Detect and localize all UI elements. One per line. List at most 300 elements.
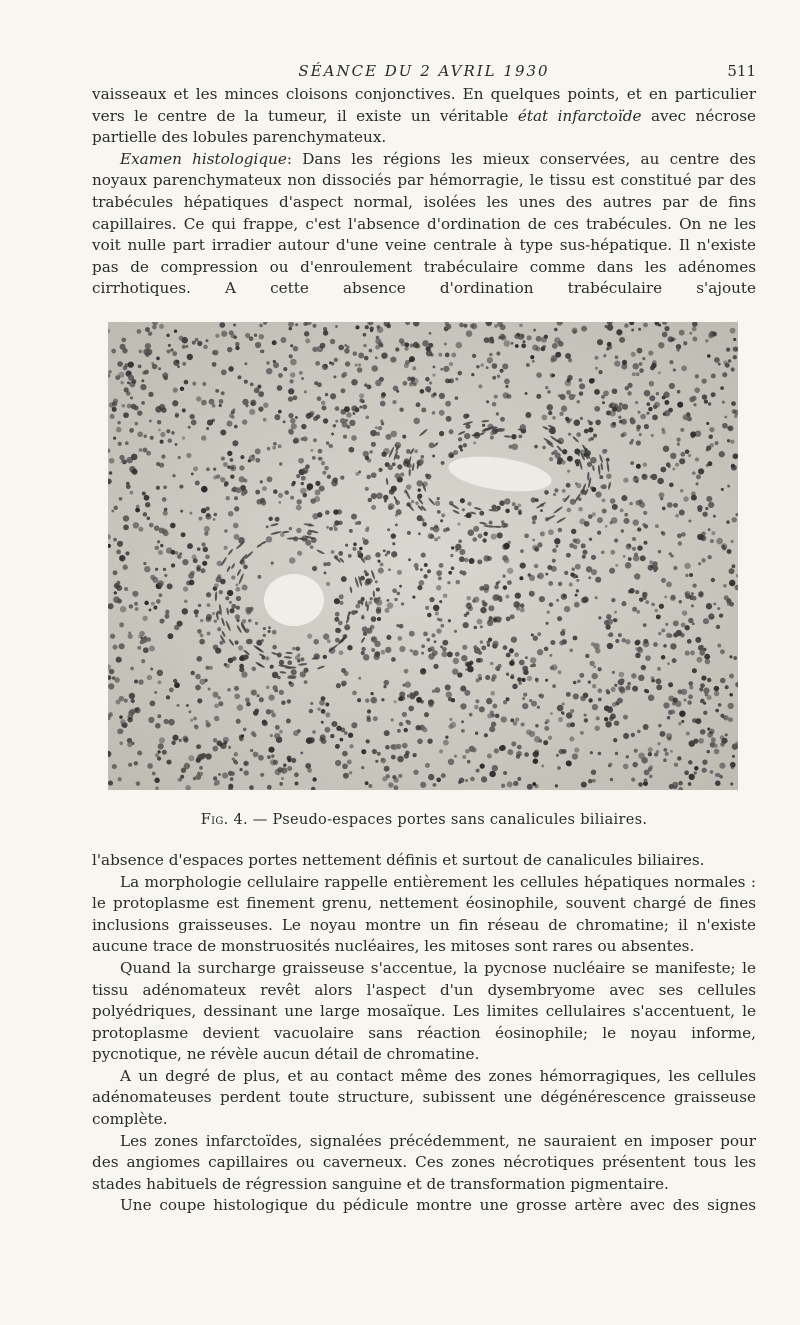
cell-nucleus	[312, 777, 316, 781]
cell-nucleus	[293, 346, 299, 352]
cell-nucleus	[138, 679, 143, 684]
cell-nucleus	[137, 410, 142, 415]
cell-nucleus	[420, 389, 425, 394]
cell-nucleus	[317, 396, 322, 401]
cell-nucleus	[338, 345, 344, 351]
cell-nucleus	[234, 496, 238, 500]
cell-nucleus	[661, 655, 666, 660]
cell-nucleus	[167, 349, 171, 353]
cell-nucleus	[171, 741, 175, 745]
cell-nucleus	[349, 771, 352, 774]
cell-nucleus	[408, 706, 414, 712]
cell-nucleus	[649, 381, 654, 386]
cell-nucleus	[530, 664, 533, 667]
cell-nucleus	[233, 323, 236, 326]
cell-nucleus	[551, 452, 554, 455]
cell-nucleus	[544, 726, 549, 731]
cell-nucleus	[579, 391, 583, 395]
cell-nucleus	[534, 547, 539, 552]
cell-nucleus	[706, 445, 711, 450]
cell-nucleus	[380, 562, 384, 566]
cell-nucleus	[206, 467, 210, 471]
cell-nucleus	[551, 566, 557, 572]
cell-nucleus	[168, 438, 173, 443]
cell-nucleus	[631, 733, 635, 737]
cell-nucleus	[287, 699, 291, 703]
cell-nucleus	[445, 735, 448, 738]
cell-nucleus	[679, 509, 685, 515]
cell-nucleus	[685, 625, 690, 630]
cell-nucleus	[595, 367, 598, 370]
cell-nucleus	[434, 640, 437, 643]
cell-nucleus	[369, 349, 373, 353]
cell-nucleus	[167, 633, 173, 639]
cell-nucleus	[544, 647, 549, 652]
cell-nucleus	[219, 404, 222, 407]
cell-nucleus	[123, 515, 129, 521]
cell-nucleus	[473, 596, 479, 602]
cell-nucleus	[733, 656, 737, 660]
cell-nucleus	[351, 405, 357, 411]
cell-nucleus	[622, 360, 627, 365]
cell-nucleus	[452, 668, 458, 674]
cell-nucleus	[723, 584, 727, 588]
cell-nucleus	[133, 522, 139, 528]
cell-nucleus	[228, 366, 233, 371]
cell-nucleus	[345, 419, 348, 422]
cell-nucleus	[157, 540, 160, 543]
cell-nucleus	[401, 602, 404, 605]
cell-nucleus	[390, 356, 396, 362]
cell-nucleus	[244, 380, 248, 384]
cell-nucleus	[421, 455, 425, 459]
cell-nucleus	[620, 508, 624, 512]
cell-nucleus	[463, 443, 467, 447]
cell-nucleus	[606, 458, 610, 462]
cell-nucleus	[720, 714, 724, 718]
cell-nucleus	[195, 614, 198, 617]
cell-nucleus	[489, 771, 496, 778]
cell-nucleus	[347, 425, 351, 429]
cell-nucleus	[201, 486, 208, 493]
cell-nucleus	[544, 490, 549, 495]
cell-nucleus	[190, 719, 193, 722]
cell-nucleus	[109, 669, 114, 674]
cell-nucleus	[676, 437, 680, 441]
cell-nucleus	[221, 331, 227, 337]
cell-nucleus	[487, 644, 490, 647]
cell-nucleus	[672, 658, 677, 663]
cell-nucleus	[526, 335, 531, 340]
cell-nucleus	[416, 402, 421, 407]
cell-nucleus	[234, 534, 240, 540]
cell-nucleus	[120, 606, 126, 612]
cell-nucleus	[679, 458, 685, 464]
cell-nucleus	[361, 647, 365, 651]
cell-nucleus	[364, 383, 367, 386]
cell-nucleus	[331, 550, 335, 554]
cell-nucleus	[490, 431, 494, 435]
cell-nucleus	[674, 763, 678, 767]
cell-nucleus	[214, 716, 220, 722]
cell-nucleus	[359, 406, 362, 409]
cell-nucleus	[205, 753, 211, 759]
cell-nucleus	[573, 681, 577, 685]
cell-nucleus	[355, 364, 358, 367]
cell-nucleus	[659, 492, 665, 498]
cell-nucleus	[173, 387, 178, 392]
cell-nucleus	[147, 675, 152, 680]
cell-nucleus	[165, 613, 170, 618]
cell-nucleus	[519, 660, 525, 666]
cell-nucleus	[409, 382, 414, 387]
paragraph: Quand la surcharge graisseuse s'accentue, la pycnose nucléaire se manifeste; le tissu adénomateux revêt alors l'aspect d'un dysembryome avec ses cellules polyédriques, dessinant une large mosaïque. Les limites cellulaires s'accentuent, le protoplasme devient vacuolaire sans réaction éosinophile; le noyau informe, pycnotique, ne révèle aucun détail de chromatine.	[92, 958, 756, 1064]
cell-nucleus	[387, 602, 394, 609]
cell-nucleus	[547, 390, 550, 393]
cell-nucleus	[641, 757, 648, 764]
cell-nucleus	[678, 541, 682, 545]
cell-nucleus	[632, 537, 636, 541]
cell-nucleus	[353, 542, 357, 546]
cell-nucleus	[438, 576, 442, 580]
cell-nucleus	[228, 784, 233, 789]
cell-nucleus	[163, 568, 166, 571]
cell-nucleus	[478, 658, 483, 663]
cell-nucleus	[540, 531, 545, 536]
cell-nucleus	[423, 574, 427, 578]
cell-nucleus	[388, 782, 393, 787]
cell-nucleus	[646, 402, 650, 406]
cell-nucleus	[693, 403, 696, 406]
cell-nucleus	[486, 400, 489, 403]
cell-nucleus	[678, 722, 682, 726]
cell-nucleus	[288, 413, 293, 418]
cell-nucleus	[404, 669, 409, 674]
cell-nucleus	[114, 506, 118, 510]
cell-nucleus	[223, 737, 229, 743]
cell-nucleus	[371, 505, 376, 510]
cell-nucleus	[477, 619, 483, 625]
cell-nucleus	[120, 719, 125, 724]
cell-nucleus	[135, 508, 140, 513]
cell-nucleus	[554, 328, 558, 332]
cell-nucleus	[485, 675, 490, 680]
cell-nucleus	[138, 527, 143, 532]
cell-nucleus	[619, 420, 623, 424]
cell-nucleus	[469, 713, 473, 717]
cell-nucleus	[597, 517, 603, 523]
cell-nucleus	[437, 510, 441, 514]
cell-nucleus	[112, 764, 117, 769]
cell-nucleus	[392, 588, 397, 593]
cell-nucleus	[322, 471, 326, 475]
cell-nucleus	[215, 334, 219, 338]
cell-nucleus	[333, 375, 336, 378]
cell-nucleus	[537, 575, 540, 578]
cell-nucleus	[312, 324, 316, 328]
cell-nucleus	[491, 721, 496, 726]
cell-nucleus	[396, 624, 399, 627]
cell-nucleus	[432, 411, 436, 415]
cell-nucleus	[603, 390, 609, 396]
cell-nucleus	[439, 353, 443, 357]
cell-nucleus	[344, 671, 349, 676]
cell-nucleus	[296, 474, 300, 478]
cell-nucleus	[189, 512, 192, 515]
cell-nucleus	[166, 695, 170, 699]
cell-nucleus	[507, 568, 513, 574]
cell-nucleus	[325, 702, 329, 706]
cell-nucleus	[480, 607, 486, 613]
cell-nucleus	[644, 424, 649, 429]
cell-nucleus	[191, 419, 197, 425]
cell-nucleus	[271, 754, 274, 757]
cell-nucleus	[584, 521, 590, 527]
cell-nucleus	[443, 593, 447, 597]
cell-nucleus	[253, 710, 258, 715]
cell-nucleus	[555, 352, 561, 358]
cell-nucleus	[157, 756, 161, 760]
cell-nucleus	[494, 324, 498, 328]
cell-nucleus	[523, 692, 527, 696]
cell-nucleus	[235, 614, 240, 619]
cell-nucleus	[398, 774, 402, 778]
cell-nucleus	[554, 337, 560, 343]
cell-nucleus	[342, 751, 348, 757]
cell-nucleus	[372, 749, 377, 754]
cell-nucleus	[636, 464, 641, 469]
cell-nucleus	[688, 760, 692, 764]
cell-nucleus	[429, 381, 432, 384]
cell-nucleus	[549, 602, 553, 606]
cell-nucleus	[302, 467, 308, 473]
cell-nucleus	[227, 347, 232, 352]
cell-nucleus	[206, 427, 209, 430]
cell-nucleus	[416, 480, 422, 486]
cell-nucleus	[653, 566, 658, 571]
cell-nucleus	[193, 466, 198, 471]
cell-nucleus	[201, 435, 206, 440]
cell-nucleus	[295, 781, 299, 785]
cell-nucleus	[550, 666, 554, 670]
cell-nucleus	[561, 593, 567, 599]
cell-nucleus	[446, 527, 450, 531]
cell-nucleus	[275, 517, 280, 522]
cell-nucleus	[684, 770, 689, 775]
cell-nucleus	[296, 646, 301, 651]
cell-nucleus	[175, 414, 179, 418]
cell-nucleus	[490, 435, 494, 439]
cell-nucleus	[112, 407, 117, 412]
cell-nucleus	[429, 332, 432, 335]
cell-nucleus	[361, 749, 366, 754]
cell-nucleus	[182, 345, 186, 349]
cell-nucleus	[278, 373, 283, 378]
cell-nucleus	[576, 432, 581, 437]
cell-nucleus	[385, 553, 388, 556]
cell-nucleus	[148, 392, 153, 397]
cell-nucleus	[533, 329, 536, 332]
cell-nucleus	[598, 370, 602, 374]
cell-nucleus	[128, 634, 133, 639]
cell-nucleus	[503, 771, 507, 775]
cell-nucleus	[123, 564, 128, 569]
cell-nucleus	[382, 776, 387, 781]
cell-nucleus	[358, 677, 361, 680]
cell-nucleus	[550, 640, 555, 645]
cell-nucleus	[480, 763, 485, 768]
cell-nucleus	[550, 712, 553, 715]
cell-nucleus	[718, 703, 722, 707]
cell-nucleus	[242, 419, 247, 424]
cell-nucleus	[157, 420, 162, 425]
cell-nucleus	[526, 363, 530, 367]
cell-nucleus	[306, 413, 312, 419]
cell-nucleus	[327, 562, 331, 566]
cell-nucleus	[639, 362, 643, 366]
cell-nucleus	[612, 702, 617, 707]
cell-nucleus	[341, 576, 347, 582]
cell-nucleus	[495, 666, 500, 671]
cell-nucleus	[559, 412, 563, 416]
cell-nucleus	[574, 419, 581, 426]
cell-nucleus	[232, 656, 236, 660]
cell-nucleus	[667, 662, 670, 665]
cell-nucleus	[358, 363, 361, 366]
cell-nucleus	[219, 322, 225, 328]
cell-nucleus	[453, 450, 458, 455]
cell-nucleus	[224, 481, 229, 486]
cell-nucleus	[129, 693, 135, 699]
cell-nucleus	[571, 567, 574, 570]
cell-nucleus	[312, 347, 317, 352]
cell-nucleus	[720, 386, 724, 390]
cell-nucleus	[710, 770, 714, 774]
cell-nucleus	[538, 694, 541, 697]
cell-nucleus	[339, 650, 344, 655]
cell-nucleus	[329, 444, 333, 448]
cell-nucleus	[571, 529, 576, 534]
section-heading: Examen histologique	[120, 149, 287, 168]
cell-nucleus	[118, 777, 122, 781]
cell-nucleus	[206, 339, 209, 342]
cell-nucleus	[439, 618, 442, 621]
cell-nucleus	[507, 781, 513, 787]
cell-nucleus	[552, 548, 557, 553]
cell-nucleus	[289, 354, 293, 358]
cell-nucleus	[718, 362, 721, 365]
cell-nucleus	[659, 604, 664, 609]
cell-nucleus	[652, 414, 658, 420]
cell-nucleus	[304, 390, 307, 393]
cell-nucleus	[546, 719, 550, 723]
cell-nucleus	[197, 698, 202, 703]
cell-nucleus	[387, 550, 391, 554]
cell-nucleus	[677, 402, 683, 408]
cell-nucleus	[203, 345, 208, 350]
cell-nucleus	[124, 587, 128, 591]
cell-nucleus	[606, 690, 610, 694]
cell-nucleus	[192, 382, 196, 386]
cell-nucleus	[349, 420, 355, 426]
cell-nucleus	[495, 714, 500, 719]
cell-nucleus	[218, 773, 221, 776]
cell-nucleus	[266, 525, 269, 528]
cell-nucleus	[440, 624, 444, 628]
cell-nucleus	[661, 578, 666, 583]
cell-nucleus	[241, 734, 244, 737]
cell-nucleus	[421, 552, 426, 557]
cell-nucleus	[497, 617, 502, 622]
cell-nucleus	[123, 524, 129, 530]
cell-nucleus	[579, 378, 583, 382]
cell-nucleus	[552, 684, 556, 688]
cell-nucleus	[465, 779, 468, 782]
cell-nucleus	[507, 394, 512, 399]
cell-nucleus	[611, 598, 615, 602]
cell-nucleus	[622, 404, 628, 410]
cell-nucleus	[440, 645, 443, 648]
cell-nucleus	[181, 532, 186, 537]
cell-nucleus	[310, 702, 313, 705]
cell-nucleus	[489, 616, 493, 620]
cell-nucleus	[655, 524, 659, 528]
cell-nucleus	[535, 678, 539, 682]
cell-nucleus	[511, 676, 514, 679]
cell-nucleus	[335, 744, 340, 749]
cell-nucleus	[542, 446, 546, 450]
cell-nucleus	[597, 339, 603, 345]
cell-nucleus	[235, 583, 238, 586]
cell-nucleus	[529, 591, 535, 597]
cell-nucleus	[384, 766, 390, 772]
cell-nucleus	[573, 693, 579, 699]
cell-nucleus	[626, 543, 632, 549]
cell-nucleus	[391, 657, 396, 662]
cell-nucleus	[626, 685, 631, 690]
cell-nucleus	[363, 631, 367, 635]
cell-nucleus	[727, 485, 730, 488]
cell-nucleus	[673, 503, 678, 508]
cell-nucleus	[445, 684, 451, 690]
cell-nucleus	[511, 636, 517, 642]
cell-nucleus	[166, 429, 170, 433]
cell-nucleus	[686, 731, 690, 735]
cell-nucleus	[224, 529, 227, 532]
cell-nucleus	[688, 454, 691, 457]
cell-nucleus	[227, 465, 231, 469]
cell-nucleus	[167, 583, 173, 589]
cell-nucleus	[648, 694, 655, 701]
cell-nucleus	[174, 329, 177, 332]
cell-nucleus	[535, 724, 538, 727]
cell-nucleus	[155, 723, 161, 729]
cell-nucleus	[570, 572, 574, 576]
cell-nucleus	[402, 381, 407, 386]
cell-nucleus	[517, 745, 522, 750]
cell-nucleus	[183, 737, 188, 742]
cell-nucleus	[515, 717, 519, 721]
cell-nucleus	[566, 483, 571, 488]
cell-nucleus	[632, 547, 636, 551]
cell-nucleus	[288, 396, 293, 401]
cell-nucleus	[145, 502, 150, 507]
cell-nucleus	[491, 504, 496, 509]
paragraph: A un degré de plus, et au contact même des zones hémorragiques, les cellules adénomateuses perdent toute structure, subissent une dégénérescence graisseuse complète.	[92, 1066, 756, 1129]
cell-nucleus	[155, 753, 159, 757]
cell-nucleus	[657, 478, 664, 485]
cell-nucleus	[241, 492, 245, 496]
